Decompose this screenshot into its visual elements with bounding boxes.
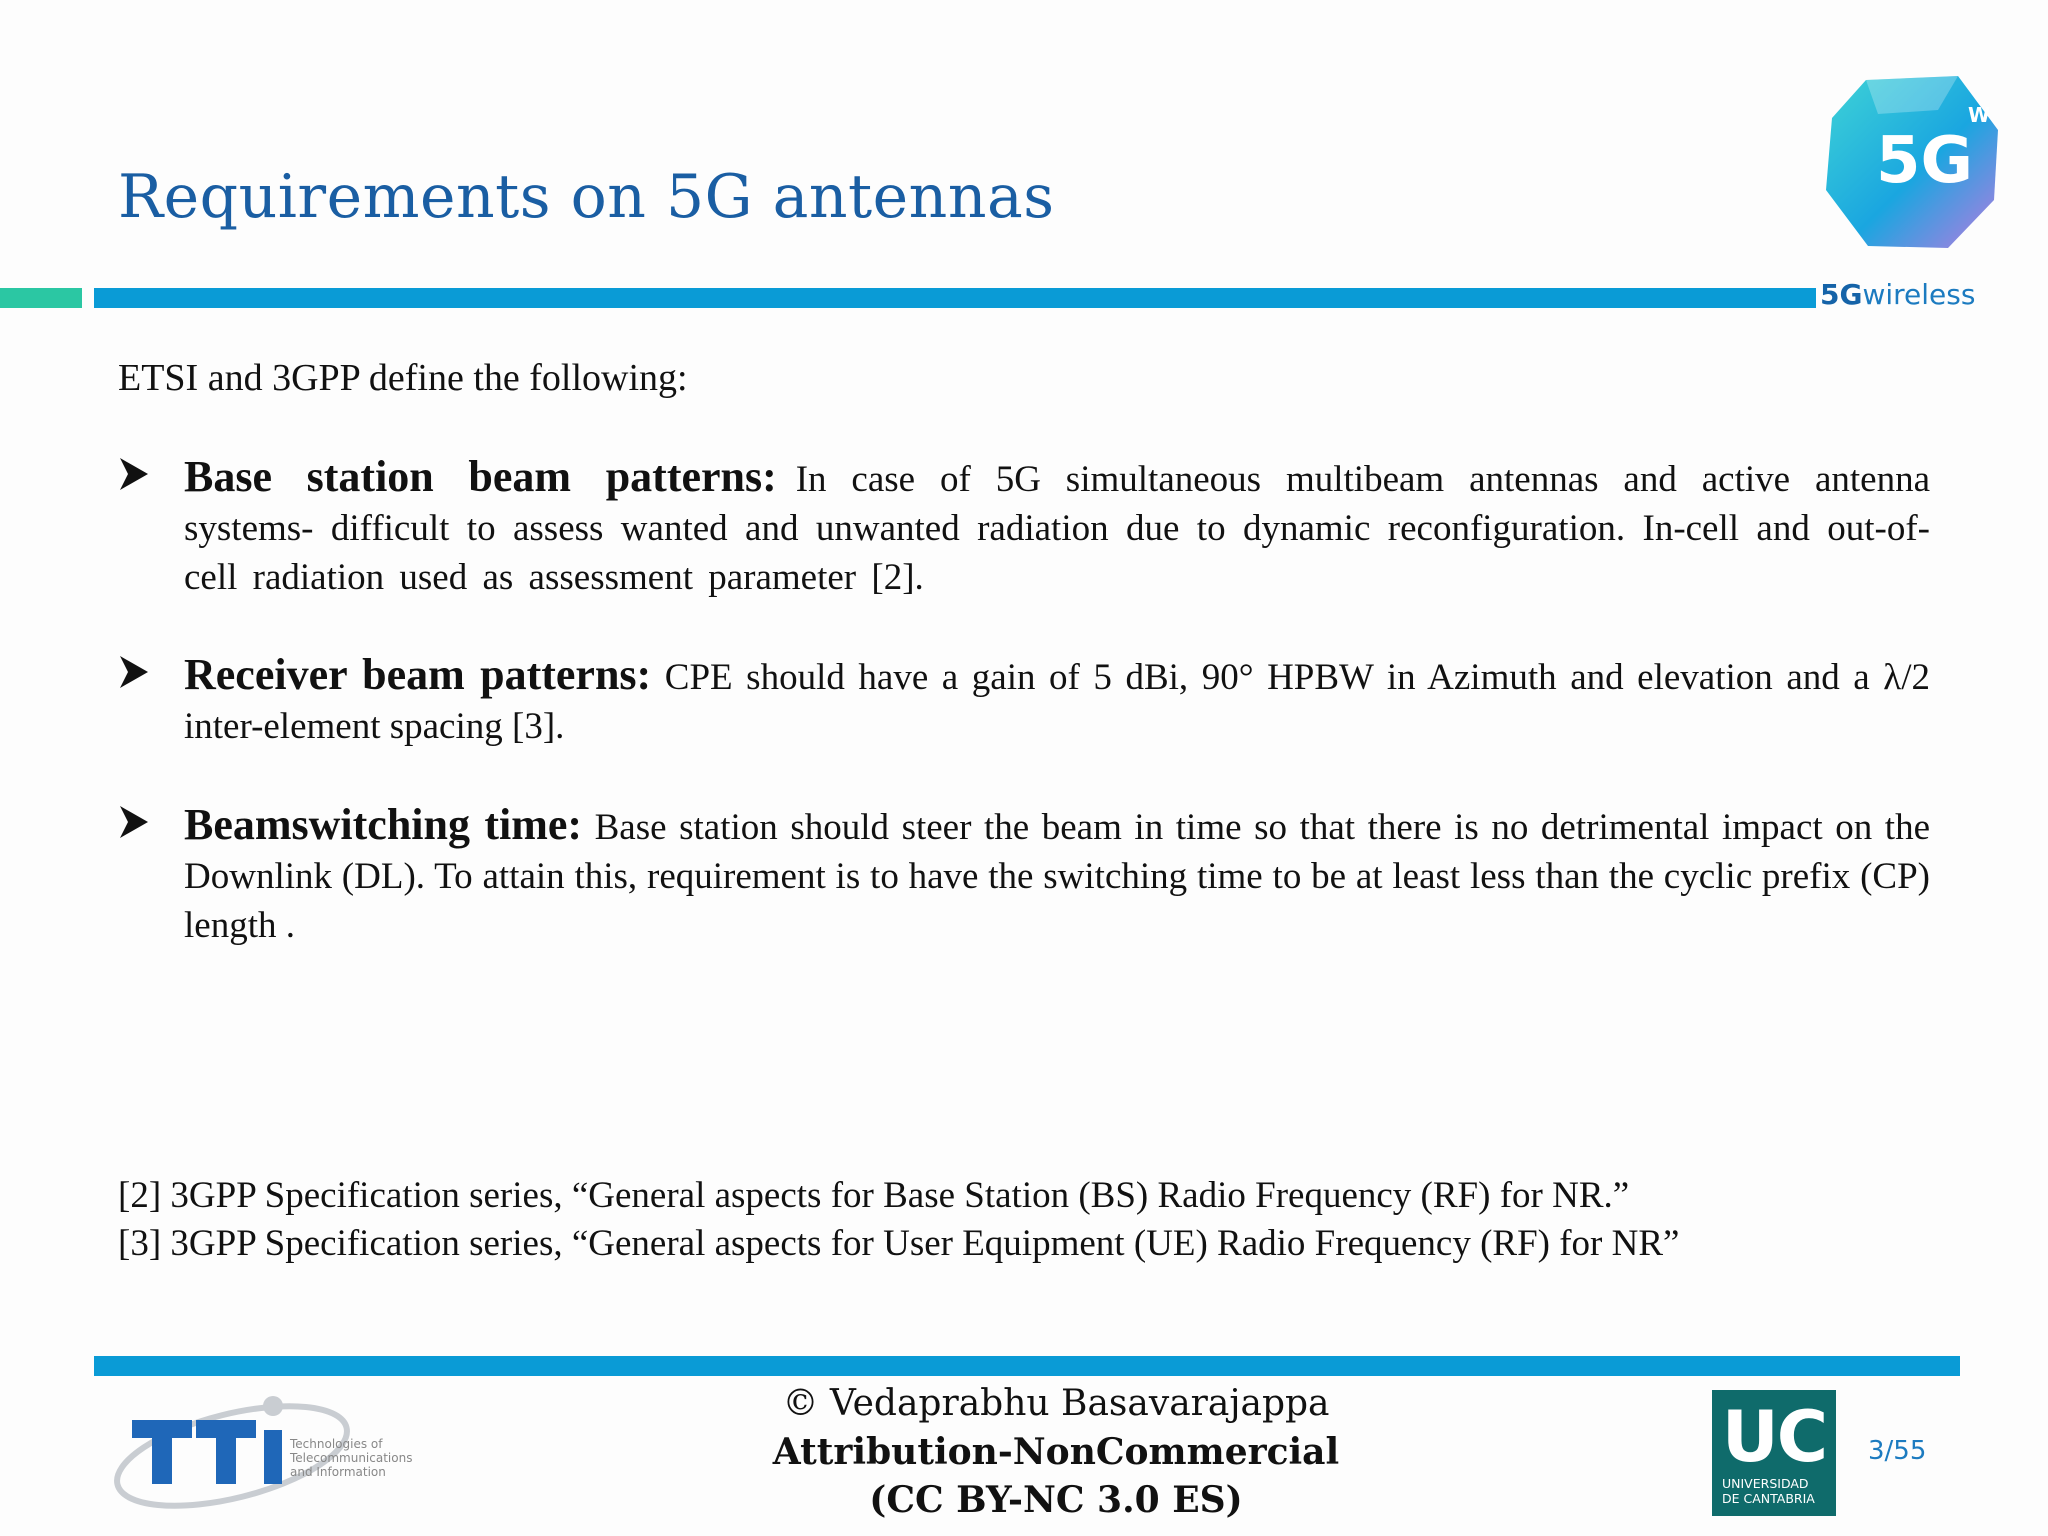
page-number: 3/55 [1868, 1436, 1927, 1466]
arrow-bullet-icon [118, 454, 158, 494]
intro-text: ETSI and 3GPP define the following: [118, 357, 688, 399]
bullet-item [118, 452, 1930, 602]
uc-logo-icon [1712, 1390, 1836, 1516]
reference-item: [2] 3GPP Specification series, “General aspects for Base Station (BS) Radio Frequency (RF) for NR.” [118, 1175, 1630, 1216]
uc-mark: UC [1721, 1396, 1827, 1478]
references [118, 1172, 1679, 1268]
logo-5g-text: 5G [1876, 124, 1974, 198]
bullet-label: Receiver beam patterns: [184, 650, 652, 699]
arrow-bullet-icon [118, 802, 158, 842]
footer-divider-bar [94, 1356, 1960, 1376]
author-line: © Vedaprabhu Basavarajappa [782, 1383, 1330, 1424]
bullet-label: Base station beam patterns: [184, 452, 777, 501]
tti-line2: Telecommunications [290, 1451, 412, 1465]
license-line-1: Attribution-NonCommercial [772, 1431, 1340, 1473]
tti-line3: and Information [290, 1465, 386, 1479]
footer-credit [700, 1380, 1412, 1524]
license-line-2: (CC BY-NC 3.0 ES) [869, 1479, 1243, 1521]
bullet-text: Base station should steer the beam in time so that there is no detrimental impact on the Downlink (DL). To attain this, requirement is to have the switching time to be at least less than the cyclic prefix (CP) length . [184, 807, 1931, 946]
slide-title: Requirements on 5G antennas [118, 162, 1055, 232]
tti-line1: Technologies of [290, 1437, 383, 1451]
5gwireless-logo-icon [1818, 70, 2008, 260]
arrow-bullet-icon [118, 652, 158, 692]
bullet-text: In case of 5G simultaneous multibeam antennas and active antenna systems- difficult to assess wanted and unwanted radiation due to dynamic reconfiguration. In-cell and out-of-cell radiation used as assessment parameter [2]. [184, 459, 1931, 598]
tti-logo-icon [112, 1390, 412, 1520]
reference-item: [3] 3GPP Specification series, “General aspects for User Equipment (UE) Radio Frequency (RF) for NR” [118, 1223, 1680, 1264]
bullet-item [118, 800, 1930, 950]
title-accent-bar [0, 288, 82, 308]
logo-5g-superscript: W [1968, 103, 1991, 127]
bullet-text: CPE should have a gain of 5 dBi, 90° HPBW in Azimuth and elevation and a λ/2 inter-element spacing [3]. [184, 657, 1930, 747]
5gwireless-wordmark: 5Gwireless [1820, 278, 1976, 311]
bullet-label: Beamswitching time: [184, 800, 583, 849]
title-divider-bar [94, 288, 1816, 308]
bullet-item [118, 650, 1930, 751]
uc-name: UNIVERSIDAD DE CANTABRIA [1722, 1476, 1815, 1506]
